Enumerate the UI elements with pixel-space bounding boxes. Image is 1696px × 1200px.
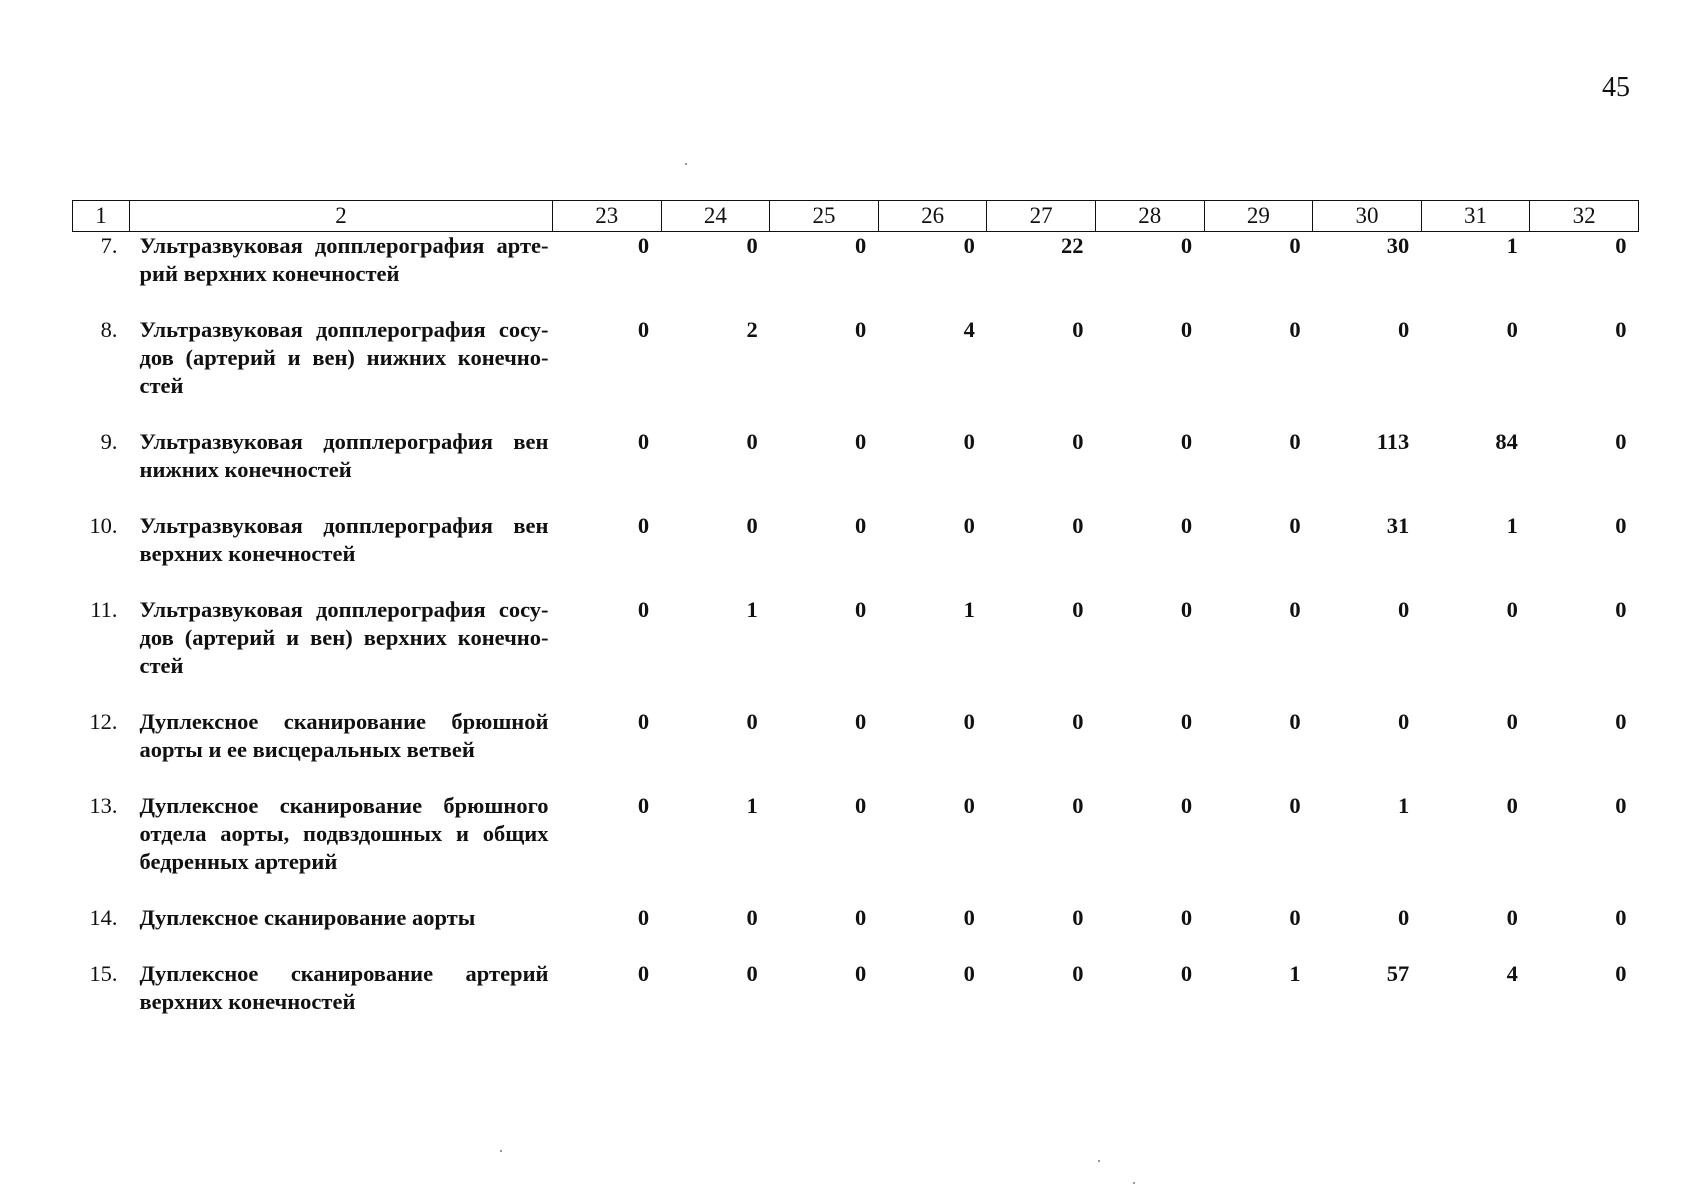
value-cell: 113 (1376, 429, 1410, 454)
value-cell: 4 (1506, 961, 1518, 986)
value-cell: 0 (637, 513, 650, 538)
value-cell: 0 (637, 793, 650, 818)
value-cell: 0 (637, 233, 650, 258)
value-cell: 0 (1615, 961, 1627, 986)
value-cell: 0 (1289, 905, 1301, 930)
table-row (73, 960, 1639, 1016)
value-cell: 0 (637, 317, 650, 342)
value-cell: 0 (1289, 429, 1301, 454)
value-cell: 0 (1289, 793, 1301, 818)
value-cell: 0 (1506, 317, 1518, 342)
value-cell: 1 (1289, 961, 1301, 986)
row-number: 15. (89, 961, 118, 986)
procedure-name: Дуплексное сканирование аорты (139, 905, 476, 930)
value-cell: 31 (1386, 513, 1410, 538)
value-cell: 0 (855, 513, 867, 538)
column-header: 32 (1530, 201, 1639, 232)
column-header: 2 (130, 201, 553, 232)
value-cell: 0 (1398, 709, 1410, 734)
procedure-name: Ультразвуковая допплерография сосу-дов (артерий и вен) верхних конечно-стей (139, 597, 549, 678)
value-cell: 0 (1615, 597, 1627, 622)
value-cell: 0 (855, 597, 867, 622)
value-cell: 0 (963, 513, 975, 538)
value-cell: 0 (637, 905, 650, 930)
column-header: 24 (661, 201, 770, 232)
value-cell: 0 (1289, 709, 1301, 734)
table-header (73, 201, 1639, 232)
value-cell: 0 (1072, 317, 1084, 342)
value-cell: 0 (1615, 317, 1627, 342)
value-cell: 0 (1289, 513, 1301, 538)
value-cell: 0 (1180, 317, 1193, 342)
value-cell: 0 (1072, 905, 1084, 930)
table-row (73, 512, 1639, 596)
header-row (73, 201, 1639, 232)
value-cell: 1 (1506, 233, 1518, 258)
value-cell: 0 (963, 793, 975, 818)
column-header: 1 (73, 201, 130, 232)
value-cell: 0 (1506, 597, 1518, 622)
value-cell: 0 (963, 961, 975, 986)
table-body (73, 232, 1639, 1017)
table-row (73, 792, 1639, 904)
value-cell: 0 (963, 905, 975, 930)
value-cell: 22 (1060, 233, 1084, 258)
page-number: 45 (1602, 72, 1630, 103)
value-cell: 4 (963, 317, 975, 342)
value-cell: 0 (637, 709, 650, 734)
table-row (73, 232, 1639, 317)
table-row (73, 316, 1639, 428)
row-number: 11. (90, 597, 118, 622)
value-cell: 0 (1506, 793, 1518, 818)
column-header: 30 (1313, 201, 1422, 232)
value-cell: 0 (1615, 233, 1627, 258)
value-cell: 0 (1615, 793, 1627, 818)
row-number: 7. (100, 233, 118, 258)
value-cell: 0 (1398, 597, 1410, 622)
column-header: 26 (878, 201, 987, 232)
scan-speck (685, 163, 687, 165)
column-header: 29 (1204, 201, 1313, 232)
value-cell: 0 (746, 513, 758, 538)
value-cell: 0 (855, 793, 867, 818)
value-cell: 0 (1289, 597, 1301, 622)
value-cell: 0 (1615, 429, 1627, 454)
value-cell: 0 (1506, 905, 1518, 930)
value-cell: 0 (1398, 905, 1410, 930)
value-cell: 1 (746, 597, 758, 622)
value-cell: 0 (637, 429, 650, 454)
value-cell: 0 (855, 429, 867, 454)
column-header: 27 (987, 201, 1096, 232)
value-cell: 1 (1506, 513, 1518, 538)
value-cell: 0 (1615, 513, 1627, 538)
scan-speck (1098, 1160, 1100, 1162)
value-cell: 0 (963, 429, 975, 454)
value-cell: 0 (1180, 597, 1193, 622)
value-cell: 0 (1180, 905, 1193, 930)
procedure-name: Дуплексное сканирование брюшного отдела аорты, подвздошных и общих бедренных артерий (139, 793, 549, 874)
column-header: 28 (1095, 201, 1204, 232)
value-cell: 0 (855, 961, 867, 986)
procedure-name: Дуплексное сканирование артерий верхних конечностей (139, 961, 549, 1014)
procedure-name: Дуплексное сканирование брюшной аорты и ее висцеральных ветвей (139, 709, 549, 762)
value-cell: 0 (1615, 905, 1627, 930)
value-cell: 0 (1180, 513, 1193, 538)
value-cell: 0 (1180, 233, 1193, 258)
procedure-name: Ультразвуковая допплерография арте-рий верхних конечностей (139, 233, 549, 286)
value-cell: 0 (855, 233, 867, 258)
value-cell: 2 (746, 317, 758, 342)
value-cell: 0 (855, 905, 867, 930)
value-cell: 0 (1072, 513, 1084, 538)
row-number: 10. (89, 513, 118, 538)
column-header: 31 (1421, 201, 1530, 232)
row-number: 9. (100, 429, 118, 454)
row-number: 14. (89, 905, 118, 930)
value-cell: 0 (1180, 709, 1193, 734)
value-cell: 84 (1495, 429, 1518, 454)
value-cell: 0 (1072, 709, 1084, 734)
table-row (73, 596, 1639, 708)
column-header: 23 (553, 201, 662, 232)
value-cell: 0 (1180, 793, 1193, 818)
value-cell: 1 (963, 597, 975, 622)
row-number: 13. (89, 793, 118, 818)
value-cell: 57 (1386, 961, 1410, 986)
value-cell: 0 (637, 961, 650, 986)
value-cell: 0 (746, 961, 758, 986)
scan-speck (500, 1150, 502, 1152)
value-cell: 0 (746, 233, 758, 258)
value-cell: 0 (855, 709, 867, 734)
value-cell: 0 (1072, 961, 1084, 986)
table-row (73, 708, 1639, 792)
value-cell: 0 (1180, 429, 1193, 454)
value-cell: 1 (1398, 793, 1410, 818)
value-cell: 0 (963, 709, 975, 734)
table-row (73, 428, 1639, 512)
value-cell: 0 (1615, 709, 1627, 734)
value-cell: 0 (1289, 317, 1301, 342)
value-cell: 0 (746, 905, 758, 930)
value-cell: 0 (1072, 429, 1084, 454)
value-cell: 0 (1180, 961, 1193, 986)
value-cell: 0 (963, 233, 975, 258)
value-cell: 0 (1072, 793, 1084, 818)
procedure-name: Ультразвуковая допплерография сосу-дов (артерий и вен) нижних конечно-стей (139, 317, 549, 398)
value-cell: 0 (637, 597, 650, 622)
procedure-name: Ультразвуковая допплерография вен верхних конечностей (139, 513, 549, 566)
value-cell: 1 (746, 793, 758, 818)
value-cell: 0 (1289, 233, 1301, 258)
row-number: 12. (89, 709, 118, 734)
table-row (73, 904, 1639, 960)
column-header: 25 (770, 201, 879, 232)
scan-speck (1133, 1182, 1135, 1184)
value-cell: 0 (1398, 317, 1410, 342)
value-cell: 0 (746, 429, 758, 454)
procedure-name: Ультразвуковая допплерография вен нижних конечностей (139, 429, 549, 482)
value-cell: 0 (855, 317, 867, 342)
row-number: 8. (100, 317, 118, 342)
data-table (72, 200, 1639, 1016)
value-cell: 0 (746, 709, 758, 734)
value-cell: 0 (1506, 709, 1518, 734)
value-cell: 30 (1386, 233, 1410, 258)
value-cell: 0 (1072, 597, 1084, 622)
